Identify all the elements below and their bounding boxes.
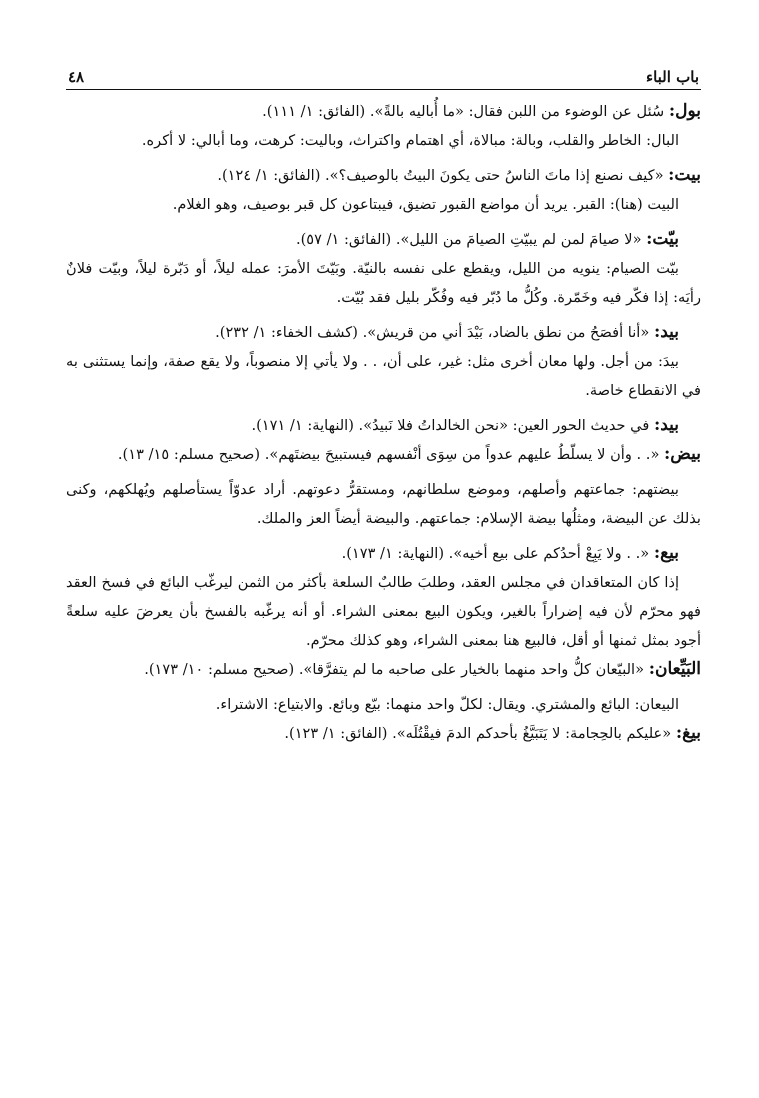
hadith-text: «لا صيامَ لمن لم يبيّتِ الصيامَ من الليل». (الفائق: ١/ ٥٧). (295, 231, 642, 248)
dictionary-entry (66, 411, 701, 440)
dictionary-entry (66, 655, 701, 719)
headword: بيد: (653, 415, 679, 435)
hadith-text: سُئل عن الوضوء من اللبن فقال: «ما أُباليه بالةً». (الفائق: ١/ ١١١). (262, 103, 665, 120)
dictionary-entry (66, 318, 701, 405)
hadith-text: «. . وأن لا يسلّطُ عليهم عدواً من سِوَى أنْفسهم فيستبيحَ بيضتَهم». (صحيح مسلم: ١٥/ ١٣). (117, 446, 660, 463)
running-header (66, 58, 701, 90)
dictionary-entry (66, 225, 701, 312)
entry-hadith-line (66, 539, 701, 568)
entries-container (66, 97, 701, 748)
headword: بيد: (653, 322, 679, 342)
explanation-paragraph: البيت (هنا): القبر. يريد أن مواضع القبور تضيق، فيبتاعون كل قبر بوصيف، وهو الغلام. (172, 196, 679, 213)
dictionary-entry (66, 539, 701, 655)
entry-hadith-line (66, 97, 701, 126)
entry-hadith-line (66, 655, 701, 684)
hadith-text: «كيف نصنع إذا ماتَ الناسُ حتى يكونَ البيتُ بالوصيف؟». (الفائق: ١/ ١٢٤). (217, 167, 664, 184)
headword: بيع: (653, 543, 679, 563)
hadith-text: «البيّعان كلُّ واحد منهما بالخيار على صاحبه ما لم يتفرَّقا». (صحيح مسلم: ١٠/ ١٧٣). (144, 661, 645, 678)
entry-hadith-line (66, 225, 701, 254)
page-number: ٤٨ (68, 68, 85, 86)
entry-hadith-line (66, 411, 701, 440)
entry-hadith-line (66, 161, 701, 190)
headword: البَيِّعان: (648, 659, 701, 679)
explanation-paragraph: بيّت الصيام: ينويه من الليل، ويقطع على نفسه بالنيّة. وبَيّتَ الأمرَ: عمله ليلاً، أو دَبّرة ليلاً، وبيّت فلانٌ رأيَه: إذا فكّر فيه وخَمّرة. وكُلُّ ما دُبّر فيه وفُكّر بليل فقد بُيّت. (66, 260, 701, 306)
book-page (66, 58, 701, 748)
entry-hadith-line (66, 318, 701, 347)
explanation-paragraph: إذا كان المتعاقدان في مجلس العقد، وطلبَ طالبٌ السلعة بأكثر من الثمن ليرغّب البائع في فسخ العقد فهو محرّم لأن فيه إضراراً بالغير، ويكون البيع بمعنى الشراء. أو أنه يرغّبه بالفسخ بأن يعرضَ عليه سلعةً أجود بمثل ثمنها أو أقل، فالبيع هنا بمعنى الشراء، وهو كذلك محرّم. (66, 574, 701, 649)
headword: بيض: (664, 444, 701, 464)
dictionary-entry (66, 161, 701, 219)
hadith-text: في حديث الحور العين: «نحن الخالداتُ فلا نَبيدُ». (النهاية: ١/ ١٧١). (251, 417, 650, 434)
headword: بيت: (668, 165, 701, 185)
explanation-paragraph: بيدَ: من أجل. ولها معان أخرى مثل: غير، على أن، . . ولا يأتي إلا منصوباً، ولا يقع صفة، وإنما يستثنى به في الانقطاع خاصة. (66, 353, 701, 399)
hadith-text: «أنا أفصَحُ من نطق بالضاد، بَيْدَ أني من قريش». (كشف الخفاء: ١/ ٢٣٢). (215, 324, 650, 341)
entry-hadith-line (66, 440, 701, 469)
section-title: باب الباء (646, 68, 699, 86)
entry-hadith-line (66, 719, 701, 748)
dictionary-entry (66, 440, 701, 533)
hadith-text: «. . ولا يَبِعْ أحدُكم على بيع أخيه». (النهاية: ١/ ١٧٣). (341, 545, 650, 562)
explanation-paragraph: البال: الخاطر والقلب، وبالة: مبالاة، أي اهتمام واكتراث، وباليت: كرهت، وما أبالي: لا أكره. (141, 132, 679, 149)
explanation-paragraph: البيعان: البائع والمشتري. ويقال: لكلّ واحد منهما: بيّع وبائع. والابتياع: الاشتراء. (215, 696, 679, 713)
headword: بيغ: (675, 723, 701, 743)
hadith-text: «عليكم بالحِجامة: لا يَتَبَيَّغُ بأحدكم الدمَ فيقْتُلَه». (الفائق: ١/ ١٢٣). (284, 725, 672, 742)
explanation-paragraph: بيضتهم: جماعتهم وأصلهم، وموضع سلطانهم، ومستقرُّ دعوتهم. أراد عدوّاً يستأصلهم ويُهلكهم، وكنى بذلك عن البيضة، ومثلُها بيضة الإسلام: جماعتهم. والبيضة أيضاً العز والملك. (66, 481, 701, 527)
headword: بول: (668, 101, 701, 121)
dictionary-entry (66, 719, 701, 748)
headword: بيّت: (646, 229, 679, 249)
dictionary-entry (66, 97, 701, 155)
